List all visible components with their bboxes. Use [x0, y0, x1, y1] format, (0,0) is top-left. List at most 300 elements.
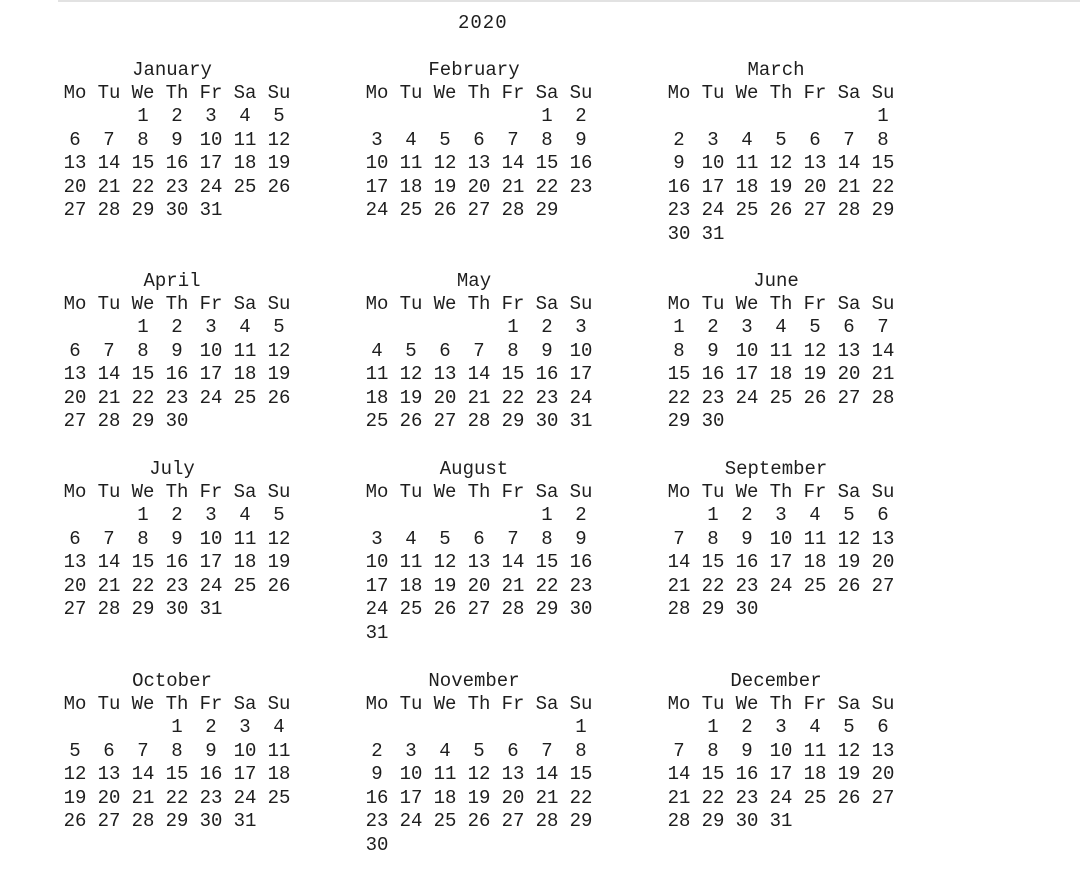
- week-row: [58, 105, 296, 129]
- empty-cell: [798, 598, 832, 622]
- week-row: [662, 787, 900, 811]
- month-february: [360, 58, 598, 223]
- empty-cell: [662, 504, 696, 528]
- day-cell: 7: [541, 739, 553, 762]
- day-cell: 5: [273, 316, 285, 338]
- weekday-label: Sa: [233, 293, 257, 315]
- day-cell: 7: [877, 316, 889, 338]
- weekday-label: Tu: [701, 82, 725, 104]
- day-cell: 12: [267, 339, 291, 362]
- day-cell: 22: [701, 786, 725, 809]
- day-cell: 24: [199, 574, 223, 597]
- day-cell: 9: [741, 527, 753, 550]
- weekday-label: Su: [871, 693, 895, 715]
- day-cell: 16: [735, 763, 759, 786]
- month-title: March: [747, 59, 805, 81]
- day-cell: 3: [239, 716, 251, 738]
- empty-cell: [496, 716, 530, 740]
- weekday-label: Su: [267, 82, 291, 104]
- weekday-label: Fr: [199, 82, 223, 104]
- day-cell: 22: [131, 175, 155, 198]
- weekday-label: Tu: [701, 293, 725, 315]
- empty-cell: [394, 716, 428, 740]
- day-cell: 12: [837, 739, 861, 762]
- month-december: [662, 669, 900, 834]
- week-row: [58, 387, 296, 411]
- empty-cell: [462, 504, 496, 528]
- day-cell: 20: [467, 175, 491, 198]
- weekday-label: Th: [769, 293, 793, 315]
- day-cell: 3: [775, 504, 787, 526]
- empty-cell: [360, 105, 394, 129]
- day-cell: 20: [837, 363, 861, 386]
- day-cell: 24: [769, 574, 793, 597]
- day-cell: 13: [871, 527, 895, 550]
- empty-cell: [92, 504, 126, 528]
- weekday-label: Mo: [365, 693, 389, 715]
- empty-cell: [764, 598, 798, 622]
- day-cell: 29: [667, 410, 691, 433]
- day-cell: 15: [535, 152, 559, 175]
- empty-cell: [394, 622, 428, 646]
- day-cell: 3: [775, 716, 787, 738]
- day-cell: 16: [735, 551, 759, 574]
- day-cell: 25: [399, 598, 423, 621]
- day-cell: 15: [701, 551, 725, 574]
- weekday-label: Mo: [63, 82, 87, 104]
- day-cell: 21: [97, 175, 121, 198]
- day-cell: 7: [137, 739, 149, 762]
- day-cell: 13: [467, 551, 491, 574]
- week-row: [58, 199, 296, 223]
- day-cell: 5: [439, 527, 451, 550]
- month-title: January: [132, 59, 212, 81]
- day-cell: 24: [399, 810, 423, 833]
- weekday-label: We: [735, 481, 759, 503]
- weekday-header: [360, 293, 598, 316]
- weekday-label: Mo: [365, 481, 389, 503]
- month-title: October: [132, 670, 212, 692]
- week-row: [58, 528, 296, 552]
- weekday-label: Th: [769, 82, 793, 104]
- day-cell: 24: [199, 175, 223, 198]
- weekday-label: Tu: [97, 293, 121, 315]
- day-cell: 25: [233, 574, 257, 597]
- day-cell: 28: [97, 410, 121, 433]
- day-cell: 4: [809, 504, 821, 526]
- day-cell: 8: [507, 339, 519, 362]
- weekday-label: Mo: [63, 293, 87, 315]
- day-cell: 26: [467, 810, 491, 833]
- day-cell: 9: [171, 527, 183, 550]
- day-cell: 14: [501, 551, 525, 574]
- day-cell: 6: [473, 128, 485, 151]
- weekday-label: Su: [569, 82, 593, 104]
- day-cell: 27: [63, 410, 87, 433]
- day-cell: 12: [63, 763, 87, 786]
- day-cell: 8: [673, 339, 685, 362]
- day-cell: 4: [405, 128, 417, 151]
- day-cell: 17: [769, 763, 793, 786]
- week-row: [662, 504, 900, 528]
- weekday-label: Tu: [399, 481, 423, 503]
- weekday-label: Sa: [233, 693, 257, 715]
- day-cell: 12: [433, 551, 457, 574]
- week-row: [360, 129, 598, 153]
- week-row: [58, 410, 296, 434]
- day-cell: 30: [667, 222, 691, 245]
- weekday-label: Fr: [803, 481, 827, 503]
- day-cell: 8: [171, 739, 183, 762]
- day-cell: 6: [69, 128, 81, 151]
- day-cell: 13: [871, 739, 895, 762]
- month-title: September: [724, 458, 828, 480]
- day-cell: 19: [803, 363, 827, 386]
- day-cell: 31: [701, 222, 725, 245]
- day-cell: 2: [371, 739, 383, 762]
- day-cell: 6: [877, 504, 889, 526]
- day-cell: 25: [803, 574, 827, 597]
- day-cell: 11: [233, 339, 257, 362]
- empty-cell: [662, 105, 696, 129]
- day-cell: 21: [667, 574, 691, 597]
- empty-cell: [496, 622, 530, 646]
- day-cell: 27: [837, 386, 861, 409]
- day-cell: 10: [365, 152, 389, 175]
- day-cell: 31: [769, 810, 793, 833]
- day-cell: 1: [137, 316, 149, 338]
- empty-cell: [228, 199, 262, 223]
- weekday-label: Th: [165, 82, 189, 104]
- day-cell: 17: [199, 551, 223, 574]
- day-cell: 18: [233, 363, 257, 386]
- day-cell: 26: [267, 386, 291, 409]
- day-cell: 22: [535, 574, 559, 597]
- weekday-header: [360, 693, 598, 716]
- day-cell: 6: [507, 739, 519, 762]
- day-cell: 13: [63, 551, 87, 574]
- week-row: [662, 316, 900, 340]
- weekday-label: Sa: [837, 293, 861, 315]
- week-row: [360, 763, 598, 787]
- day-cell: 12: [433, 152, 457, 175]
- empty-cell: [394, 504, 428, 528]
- calendar-year: 2020: [458, 12, 508, 34]
- month-title: April: [143, 270, 201, 292]
- day-cell: 19: [433, 175, 457, 198]
- empty-cell: [428, 716, 462, 740]
- day-cell: 27: [63, 199, 87, 222]
- empty-cell: [428, 834, 462, 858]
- day-cell: 18: [233, 551, 257, 574]
- month-title: June: [753, 270, 799, 292]
- week-row: [360, 551, 598, 575]
- day-cell: 20: [63, 175, 87, 198]
- weekday-label: Su: [267, 481, 291, 503]
- day-cell: 15: [667, 363, 691, 386]
- day-cell: 11: [399, 551, 423, 574]
- day-cell: 28: [97, 598, 121, 621]
- week-row: [58, 504, 296, 528]
- day-cell: 11: [769, 339, 793, 362]
- day-cell: 28: [837, 199, 861, 222]
- day-cell: 1: [171, 716, 183, 738]
- week-row: [360, 105, 598, 129]
- day-cell: 1: [137, 105, 149, 127]
- day-cell: 23: [701, 386, 725, 409]
- day-cell: 27: [467, 199, 491, 222]
- day-cell: 16: [165, 363, 189, 386]
- weekday-label: Tu: [701, 481, 725, 503]
- day-cell: 2: [707, 316, 719, 338]
- day-cell: 17: [735, 363, 759, 386]
- day-cell: 22: [131, 386, 155, 409]
- day-cell: 19: [63, 786, 87, 809]
- weekday-label: Fr: [501, 82, 525, 104]
- weekday-label: Sa: [233, 481, 257, 503]
- day-cell: 9: [575, 128, 587, 151]
- weekday-label: Fr: [199, 693, 223, 715]
- day-cell: 3: [575, 316, 587, 338]
- day-cell: 1: [707, 504, 719, 526]
- day-cell: 23: [735, 786, 759, 809]
- empty-cell: [866, 598, 900, 622]
- day-cell: 11: [803, 527, 827, 550]
- day-cell: 24: [365, 199, 389, 222]
- day-cell: 7: [103, 527, 115, 550]
- day-cell: 4: [239, 316, 251, 338]
- day-cell: 14: [97, 551, 121, 574]
- weekday-label: Su: [267, 293, 291, 315]
- day-cell: 29: [871, 199, 895, 222]
- weekday-header: [58, 82, 296, 105]
- day-cell: 8: [137, 527, 149, 550]
- weekday-label: Th: [467, 693, 491, 715]
- day-cell: 23: [569, 574, 593, 597]
- day-cell: 9: [205, 739, 217, 762]
- day-cell: 21: [97, 386, 121, 409]
- empty-cell: [564, 834, 598, 858]
- weekday-label: We: [131, 82, 155, 104]
- weekday-header: [662, 82, 900, 105]
- month-august: [360, 457, 598, 646]
- day-cell: 8: [707, 527, 719, 550]
- week-row: [58, 763, 296, 787]
- month-november: [360, 669, 598, 858]
- weekday-label: Mo: [667, 693, 691, 715]
- day-cell: 23: [165, 574, 189, 597]
- weekday-label: Su: [871, 82, 895, 104]
- weekday-label: Sa: [535, 693, 559, 715]
- day-cell: 12: [467, 763, 491, 786]
- empty-cell: [228, 598, 262, 622]
- day-cell: 23: [165, 175, 189, 198]
- empty-cell: [662, 716, 696, 740]
- day-cell: 23: [667, 199, 691, 222]
- day-cell: 28: [535, 810, 559, 833]
- day-cell: 19: [399, 386, 423, 409]
- day-cell: 8: [541, 128, 553, 151]
- day-cell: 3: [371, 527, 383, 550]
- month-title: February: [428, 59, 520, 81]
- weekday-label: Th: [165, 693, 189, 715]
- day-cell: 5: [843, 504, 855, 526]
- weekday-label: Sa: [535, 82, 559, 104]
- week-row: [360, 740, 598, 764]
- week-row: [662, 387, 900, 411]
- empty-cell: [428, 622, 462, 646]
- day-cell: 5: [809, 316, 821, 338]
- weekday-label: Su: [871, 293, 895, 315]
- weekday-label: Tu: [399, 293, 423, 315]
- week-row: [662, 363, 900, 387]
- empty-cell: [228, 410, 262, 434]
- day-cell: 19: [769, 175, 793, 198]
- day-cell: 10: [735, 339, 759, 362]
- day-cell: 2: [541, 316, 553, 338]
- day-cell: 1: [877, 105, 889, 127]
- day-cell: 10: [569, 339, 593, 362]
- weekday-label: Th: [467, 82, 491, 104]
- day-cell: 15: [535, 551, 559, 574]
- weekday-label: Mo: [63, 693, 87, 715]
- day-cell: 30: [735, 598, 759, 621]
- day-cell: 24: [569, 386, 593, 409]
- week-row: [662, 223, 900, 247]
- empty-cell: [832, 105, 866, 129]
- day-cell: 15: [131, 363, 155, 386]
- day-cell: 28: [131, 810, 155, 833]
- empty-cell: [564, 622, 598, 646]
- day-cell: 31: [569, 410, 593, 433]
- day-cell: 18: [267, 763, 291, 786]
- day-cell: 9: [741, 739, 753, 762]
- month-may: [360, 269, 598, 434]
- day-cell: 7: [673, 739, 685, 762]
- week-row: [662, 763, 900, 787]
- day-cell: 18: [399, 175, 423, 198]
- day-cell: 30: [165, 410, 189, 433]
- day-cell: 14: [667, 763, 691, 786]
- day-cell: 7: [103, 128, 115, 151]
- weekday-label: Tu: [701, 693, 725, 715]
- day-cell: 24: [233, 786, 257, 809]
- day-cell: 18: [803, 551, 827, 574]
- day-cell: 2: [741, 716, 753, 738]
- day-cell: 29: [701, 810, 725, 833]
- empty-cell: [496, 105, 530, 129]
- empty-cell: [496, 504, 530, 528]
- day-cell: 22: [501, 386, 525, 409]
- empty-cell: [58, 105, 92, 129]
- day-cell: 13: [837, 339, 861, 362]
- week-row: [58, 316, 296, 340]
- day-cell: 8: [137, 128, 149, 151]
- empty-cell: [730, 105, 764, 129]
- day-cell: 1: [575, 716, 587, 738]
- day-cell: 5: [775, 128, 787, 151]
- empty-cell: [696, 105, 730, 129]
- day-cell: 6: [69, 339, 81, 362]
- empty-cell: [360, 504, 394, 528]
- empty-cell: [530, 834, 564, 858]
- day-cell: 4: [239, 504, 251, 526]
- day-cell: 29: [131, 598, 155, 621]
- day-cell: 13: [433, 363, 457, 386]
- day-cell: 14: [667, 551, 691, 574]
- day-cell: 18: [433, 786, 457, 809]
- day-cell: 11: [267, 739, 291, 762]
- day-cell: 11: [803, 739, 827, 762]
- month-june: [662, 269, 900, 434]
- day-cell: 2: [741, 504, 753, 526]
- day-cell: 9: [575, 527, 587, 550]
- day-cell: 8: [137, 339, 149, 362]
- day-cell: 13: [63, 363, 87, 386]
- day-cell: 15: [701, 763, 725, 786]
- weekday-label: We: [735, 693, 759, 715]
- weekday-label: Mo: [667, 293, 691, 315]
- month-title: July: [149, 458, 195, 480]
- empty-cell: [832, 223, 866, 247]
- day-cell: 31: [365, 621, 389, 644]
- weekday-label: Su: [871, 481, 895, 503]
- weekday-label: Fr: [501, 293, 525, 315]
- day-cell: 21: [501, 175, 525, 198]
- day-cell: 30: [365, 833, 389, 856]
- empty-cell: [394, 316, 428, 340]
- weekday-label: Fr: [501, 693, 525, 715]
- day-cell: 19: [267, 551, 291, 574]
- month-title: December: [730, 670, 822, 692]
- month-july: [58, 457, 296, 622]
- week-row: [662, 410, 900, 434]
- day-cell: 20: [433, 386, 457, 409]
- day-cell: 4: [439, 739, 451, 762]
- empty-cell: [866, 810, 900, 834]
- day-cell: 22: [701, 574, 725, 597]
- weekday-header: [58, 693, 296, 716]
- weekday-label: Sa: [233, 82, 257, 104]
- day-cell: 11: [365, 363, 389, 386]
- weekday-header: [58, 293, 296, 316]
- empty-cell: [832, 810, 866, 834]
- day-cell: 25: [433, 810, 457, 833]
- empty-cell: [262, 199, 296, 223]
- day-cell: 17: [199, 363, 223, 386]
- week-row: [58, 810, 296, 834]
- day-cell: 26: [769, 199, 793, 222]
- day-cell: 13: [63, 152, 87, 175]
- day-cell: 14: [501, 152, 525, 175]
- empty-cell: [428, 105, 462, 129]
- weekday-label: Su: [569, 293, 593, 315]
- day-cell: 29: [701, 598, 725, 621]
- day-cell: 16: [701, 363, 725, 386]
- day-cell: 7: [843, 128, 855, 151]
- week-row: [58, 575, 296, 599]
- empty-cell: [462, 316, 496, 340]
- day-cell: 3: [741, 316, 753, 338]
- day-cell: 5: [405, 339, 417, 362]
- week-row: [58, 740, 296, 764]
- day-cell: 25: [365, 410, 389, 433]
- week-row: [662, 340, 900, 364]
- day-cell: 10: [233, 739, 257, 762]
- empty-cell: [394, 834, 428, 858]
- month-title: August: [439, 458, 509, 480]
- weekday-header: [662, 293, 900, 316]
